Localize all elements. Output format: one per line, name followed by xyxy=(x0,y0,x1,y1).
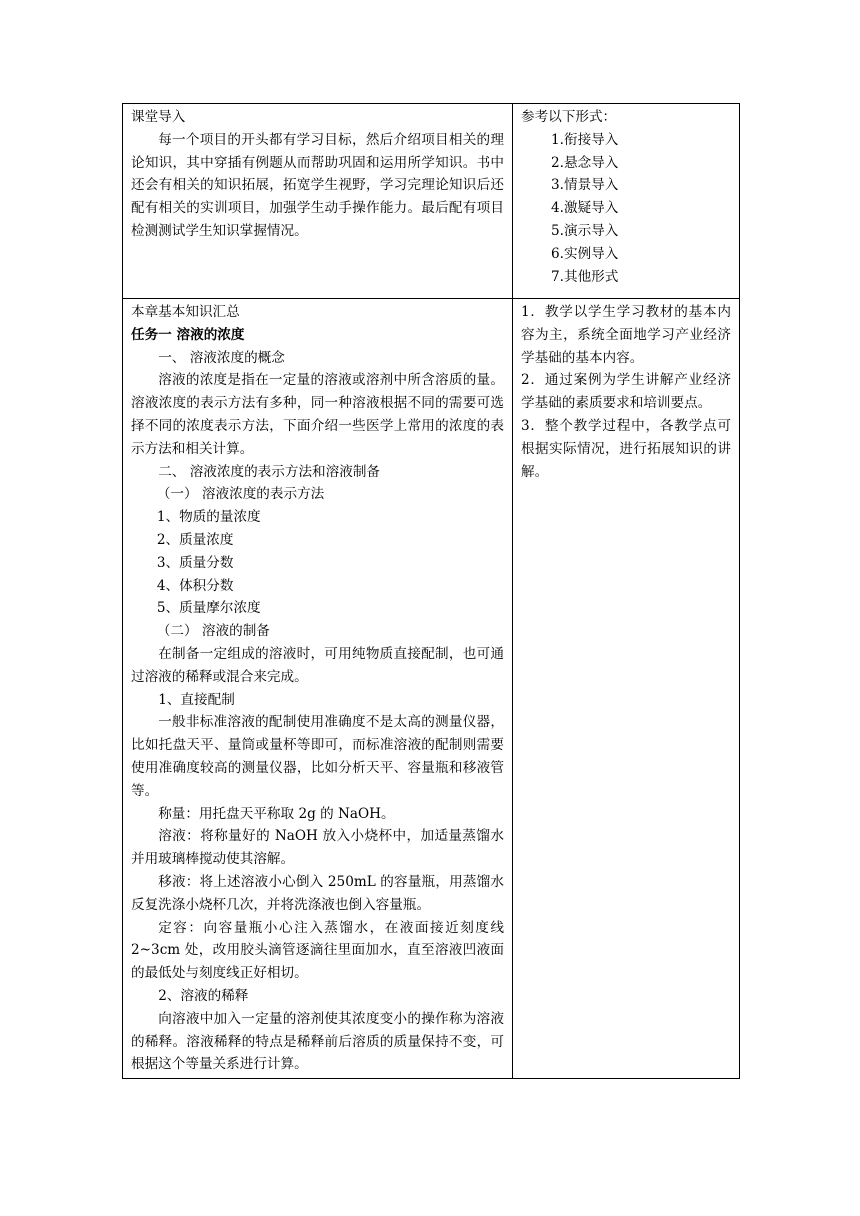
concentration-method: 5、质量摩尔浓度 xyxy=(156,600,261,617)
teaching-note: 3．整个教学过程中，各教学点可根据实际情况，进行拓展知识的讲解。 xyxy=(521,417,731,480)
form-item: 3.情景导入 xyxy=(551,177,619,194)
direct-title: 1、直接配制 xyxy=(158,691,235,708)
dilute-text: 向溶液中加入一定量的溶剂使其浓度变小的操作称为溶液的稀释。溶液稀释的特点是稀释前后溶质的质量保持不变，可根据这个等量关系进行计算。 xyxy=(131,1010,504,1073)
step-weigh: 称量：用托盘天平称取 2g 的 NaOH。 xyxy=(158,805,395,822)
concentration-method: 1、物质的量浓度 xyxy=(156,509,261,526)
intro-forms-cell xyxy=(513,104,740,299)
form-item: 6.实例导入 xyxy=(551,245,619,262)
form-item: 1.衔接导入 xyxy=(551,131,619,148)
subsection2-title: （二） 溶液的制备 xyxy=(156,623,270,640)
subsection1-title: （一） 溶液浓度的表示方法 xyxy=(156,486,325,503)
intro-heading: 课堂导入 xyxy=(131,109,186,125)
lesson-plan-table xyxy=(122,103,740,1079)
teaching-note: 2．通过案例为学生讲解产业经济学基础的素质要求和培训要点。 xyxy=(521,372,731,412)
ref-title: 参考以下形式： xyxy=(521,109,617,125)
summary-cell xyxy=(123,299,513,1079)
subsection2-text: 在制备一定组成的溶液时，可用纯物质直接配制，也可通过溶液的稀释或混合来完成。 xyxy=(131,645,504,685)
step-transfer: 移液：将上述溶液小心倒入 250mL 的容量瓶，用蒸馏水反复洗涤小烧杯几次，并将洗涤液也倒入容量瓶。 xyxy=(131,873,504,913)
section1-text: 溶液的浓度是指在一定量的溶液或溶剂中所含溶质的量。溶液浓度的表示方法有多种，同一种溶液根据不同的需要可选择不同的浓度表示方法，下面介绍一些医学上常用的浓度的表示方法和相关计算。 xyxy=(131,372,504,457)
step-dissolve: 溶液：将称量好的 NaOH 放入小烧杯中，加适量蒸馏水并用玻璃棒搅动使其溶解。 xyxy=(131,828,504,868)
concentration-method: 3、质量分数 xyxy=(156,554,234,571)
step-volume: 定容：向容量瓶小心注入蒸馏水，在液面接近刻度线 2~3cm 处，改用胶头滴管逐滴往里面加水，直至溶液凹液面的最低处与刻度线正好相切。 xyxy=(131,919,504,982)
direct-text: 一般非标准溶液的配制使用准确度不是太高的测量仪器，比如托盘天平、量筒或量杯等即可，而标准溶液的配制则需要使用准确度较高的测量仪器，比如分析天平、容量瓶和移液管等。 xyxy=(131,714,504,799)
form-item: 2.悬念导入 xyxy=(551,154,619,171)
concentration-method: 2、质量浓度 xyxy=(156,531,234,548)
teaching-note: 1．教学以学生学习教材的基本内容为主，系统全面地学习产业经济学基础的基本内容。 xyxy=(521,304,731,366)
form-item: 7.其他形式 xyxy=(551,268,619,285)
summary-row xyxy=(123,299,740,1079)
form-item: 5.演示导入 xyxy=(551,222,619,239)
section2-title: 二、 溶液浓度的表示方法和溶液制备 xyxy=(158,463,381,480)
teaching-notes-cell xyxy=(513,299,740,1079)
intro-paragraph: 每一个项目的开头都有学习目标，然后介绍项目相关的理论知识，其中穿插有例题从而帮助巩固和运用所学知识。书中还会有相关的知识拓展，拓宽学生视野，学习完理论知识后还配有相关的实训项目，加强学生动手操作能力。最后配有项目检测测试学生知识掌握情况。 xyxy=(131,131,504,239)
concentration-method: 4、体积分数 xyxy=(156,577,234,594)
task-title: 任务一 溶液的浓度 xyxy=(131,326,245,343)
section1-title: 一、 溶液浓度的概念 xyxy=(158,349,285,366)
dilute-title: 2、溶液的稀释 xyxy=(158,987,249,1004)
form-item: 4.激疑导入 xyxy=(551,200,619,217)
intro-cell xyxy=(123,104,513,299)
summary-heading: 本章基本知识汇总 xyxy=(131,304,240,320)
intro-row xyxy=(123,104,740,299)
